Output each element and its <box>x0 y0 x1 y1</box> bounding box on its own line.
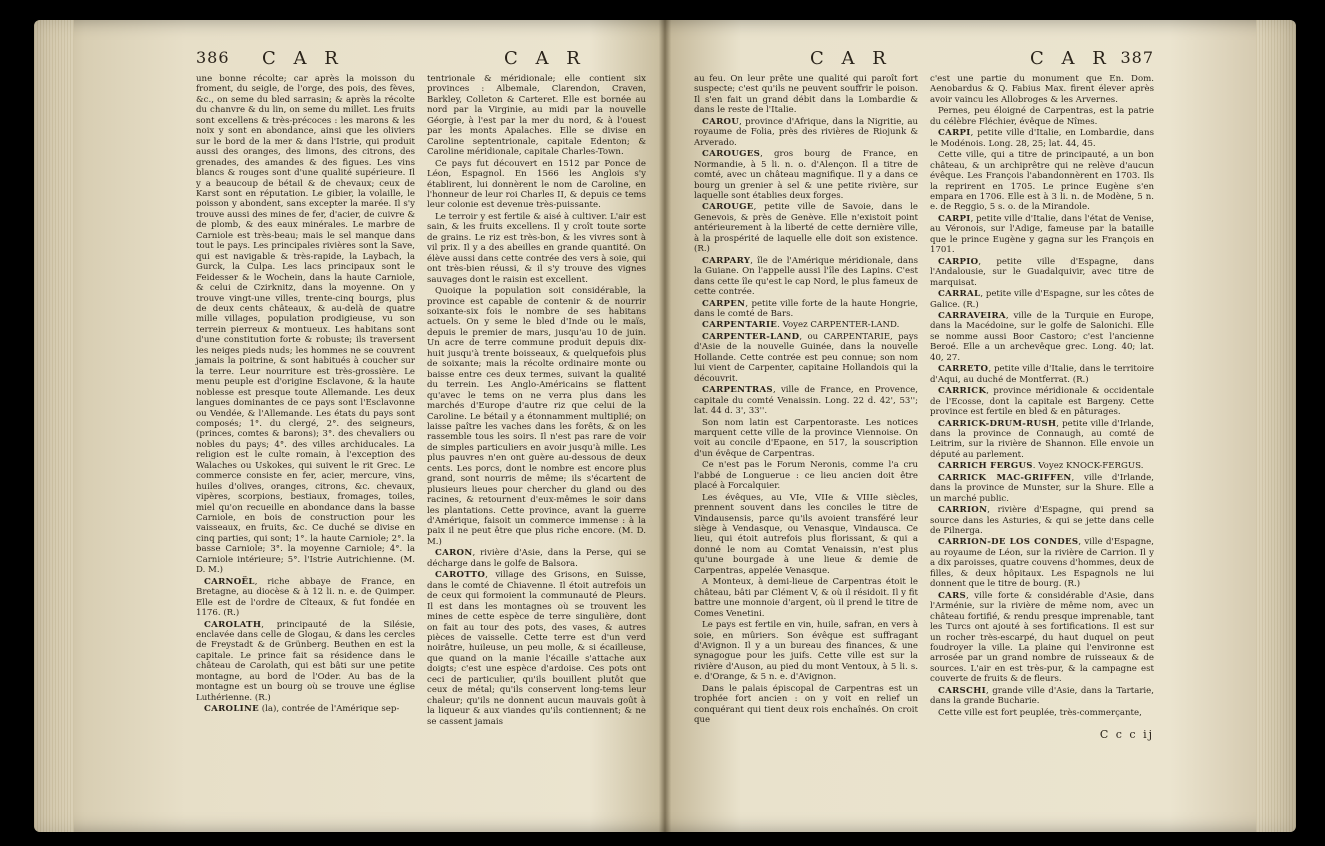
entry-headword: CARNOËL <box>204 576 255 587</box>
paragraph <box>694 418 918 460</box>
running-head-left <box>196 48 646 74</box>
dictionary-entry <box>694 299 918 320</box>
text-columns <box>196 74 646 728</box>
paragraph <box>196 74 415 576</box>
entry-headword: CARRICK MAC-GRIFFEN <box>938 472 1072 483</box>
entry-text: (la), contrée de l'Amérique sep- <box>259 704 400 715</box>
right-page <box>694 48 1154 741</box>
entry-text: Cette ville est fort peuplée, très-commerçante, <box>938 707 1142 718</box>
running-head-word: C A R <box>810 48 892 69</box>
paragraph <box>930 150 1154 213</box>
entry-text: , petite ville d'Italie, dans l'état de Venise, au Véronois, sur l'Adige, fameuse par la bataille que le prince Eugène y gagna sur les François en 1701. <box>930 213 1154 256</box>
page-number: 386 <box>196 48 230 67</box>
entry-headword: CARPENTER-LAND <box>702 331 800 342</box>
dictionary-entry <box>694 385 918 416</box>
entry-text: , ville forte & considérable d'Asie, dans l'Arménie, sur la rivière de même nom, avec un château fortifié, & rendu presque imprenable, tant les Turcs ont ajouté à ses fortifications. Il est sur un rocher très-escarpé, du haut duquel on peut foudroyer la ville. La plaine qui l'environne est arrosée par un grand nombre de ruisseaux & de sources. L'air en est très-pur, & la campagne est couverte de fruits & de fleurs. <box>930 590 1154 685</box>
entry-text: Le terroir y est fertile & aisé à cultiver. L'air est sain, & les fruits excellens. Il y croît toute sorte de grains. Le riz est très-bon, & les vivres sont à vil prix. Il y a des abeilles en grande quantité. On élève aussi dans cette contrée des vers à soie, qui ont très-bien réussi, & il s'y trouve des vignes sauvages dont le raisin est excellent. <box>427 211 646 285</box>
entry-text: , province méridionale & occidentale de l'Ecosse, dont la capitale est Bargeny. Cette province est fertile en bled & en pâturages. <box>930 386 1154 418</box>
entry-headword: CARPIO <box>938 256 979 267</box>
entry-text: tentrionale & méridionale; elle contient six provinces : Albemale, Clarendon, Craven, Barkley, Colleton & Carteret. Elle est bornée au nord par la Virginie, au midi par la nouvelle Géorgie, à l'est par la mer du nord, & à l'ouest par les monts Apalaches. Elle se divise en Caroline septentrionale, capitale Edenton; & Caroline méridionale, capitale Charles-Town. <box>427 74 646 158</box>
entry-text: Le pays est fertile en vin, huile, safran, en vers à soie, en mûriers. Son évêque est suffragant d'Avignon. Il y a un bureau des finances, & une synagogue pour les juifs. Cette ville est sur la rivière d'Auson, au pied du mont Ventoux, à 5 li. s. e. d'Orange, & 5 n. e. d'Avignon. <box>694 620 918 683</box>
entry-text: Ce pays fut découvert en 1512 par Ponce de Léon, Espagnol. En 1566 les Anglois s'y établirent, lui donnèrent le nom de Caroline, en l'honneur de leur roi Charles II, & depuis ce tems leur colonie est devenue très-puissante. <box>427 158 646 211</box>
entry-text: , ville de France, en Provence, capitale du comté Venaissin. Long. 22 d. 42', 53''; lat. 44 d. 3', 33''. <box>694 385 918 417</box>
paragraph <box>694 620 918 683</box>
paragraph <box>930 106 1154 127</box>
entry-text: A Monteux, à demi-lieue de Carpentras étoit le château, bâti par Clément V, & où il résidoit. Il y fit battre une monnoie d'argent, où il prend le titre de Comes Venetini. <box>694 577 918 619</box>
entry-text: , ville d'Espagne, au royaume de Léon, sur la rivière de Carrion. Il y a dix paroisses, quatre couvens d'hommes, deux de filles, & deux hôpitaux. Les Espagnols ne lui donnent que le titre de bourg. (R.) <box>930 537 1154 590</box>
signature-mark: C c c ij <box>1099 727 1154 741</box>
dictionary-entry <box>930 214 1154 256</box>
entry-headword: CARPI <box>938 128 971 139</box>
dictionary-entry <box>196 577 415 619</box>
entry-headword: CARSCHI <box>938 685 986 696</box>
entry-text: Quoique la population soit considérable, la province est capable de contenir & de nourrir soixante-six fois le nombre de ses habitans actuels. On y seme le bled d'Inde ou le maïs, depuis le premier de mars, jusqu'au 10 de juin. Un acre de terre commune produit depuis dix-huit jusqu'à trente boisseaux, & quelquefois plus de soixante; mais la récolte ordinaire monte ou baisse entre ces deux termes, suivant la qualité du terrein. Les Anglo-Américains se flattent qu'avec le tems on ne verra plus dans les marchés d'Europe d'autre riz que celui de la Caroline. Le bétail y a étonnamment multiplié; on laisse paître les vaches dans les forêts, & on les rassemble tous les soirs. Il n'est pas rare de voir de simples particuliers en avoir jusqu'à mille. Les plus pauvres n'en ont guère au-dessous de deux cents. Les porcs, dont le nombre est encore plus grand, sont nourris de même; ils s'écartent de plusieurs lieues pour chercher du gland ou des racines, & retournent d'eux-mêmes le soir dans les plantations. Cette province, avant la guerre d'Amérique, faisoit un commerce immense : à la paix il ne peut être que plus riche encore. (M. D. M.) <box>427 286 646 547</box>
entry-text: , petite ville d'Espagne, dans l'Andalousie, sur le Guadalquivir, avec titre de marquisat. <box>930 256 1154 288</box>
entry-headword: CARRAVEIRA <box>938 310 1006 321</box>
entry-text: Les évêques, au VIe, VIIe & VIIIe siècles, prennent souvent dans les conciles le titre de Vindausensis, parce qu'ils avoient transféré leur siège à Vendasque, ou Venasque, Vindausca. Ce lieu, qui étoit autrefois plus florissant, & qui a donné le nom au Comtat Venaissin, n'est plus qu'une bourgade à une lieue & demie de Carpentras, appelée Venasque. <box>694 492 918 576</box>
running-head-right <box>694 48 1154 74</box>
dictionary-entry <box>930 419 1154 461</box>
entry-text: , petite ville d'Irlande, dans la province de Connaugh, au comté de Leitrim, sur la rivière de Shannon. Elle envoie un député au parlement. <box>930 418 1154 460</box>
entry-text: , gros bourg de France, en Normandie, à 5 li. n. o. d'Alençon. Il a titre de comté, avec un château magnifique. Il y a dans ce bourg un grenier à sel & une petite rivière, sur laquelle sont établies deux forges. <box>694 149 918 201</box>
paragraph <box>930 708 1154 718</box>
page-number: 387 <box>1120 48 1154 67</box>
paragraph <box>694 684 918 726</box>
entry-text: Cette ville, qui a titre de principauté, a un bon château, & un archiprêtre qui ne relève d'aucun évêque. Les François l'abandonnèrent en 1703. Ils la reprirent en 1705. Le prince Eugène s'en empara en 1706. Elle est à 3 li. n. de Modène, 5 n. e. de Reggio, 5 s. o. de la Mirandole. <box>930 150 1154 213</box>
dictionary-entry <box>427 548 646 569</box>
entry-headword: CARPARY <box>702 255 751 266</box>
entry-text: , petite ville d'Italie, dans le territoire d'Aqui, au duché de Montferrat. (R.) <box>930 364 1154 385</box>
entry-text: , rivière d'Asie, dans la Perse, qui se décharge dans le golfe de Balsora. <box>427 548 646 569</box>
dictionary-entry <box>930 257 1154 288</box>
entry-text: , village des Grisons, en Suisse, dans le comté de Chiavenne. Il étoit autrefois un de ceux qui formoient la communauté de Pleurs. Il est dans les montagnes où se trouvent les mines de cette espèce de terre singulière, dont on fait au tour des pots, des vases, & autres pièces de vaisselle. Cette terre est d'un verd noirâtre, huileuse, un peu molle, & si écailleuse, que quand on la manie l'écaille s'attache aux doigts; c'est une espèce d'ardoise. Ces pots ont ceci de particulier, qu'ils bouillent plutôt que ceux de métal; qu'ils conservent long-tems leur chaleur; qu'ils ne donnent aucun mauvais goût à la liqueur & aux viandes qu'ils contiennent; & ne se cassent jamais <box>427 570 646 727</box>
entry-text: , riche abbaye de France, en Bretagne, au diocèse & à 12 li. n. e. de Quimper. Elle est de l'ordre de Cîteaux, & fut fondée en 1176. (R.) <box>196 576 415 619</box>
entry-text: c'est une partie du monument que En. Dom. Aenobardus & Q. Fabius Max. firent élever après avoir vaincu les Allobroges & les Arvernes. <box>930 74 1154 105</box>
paragraph <box>694 460 918 491</box>
column <box>694 74 918 727</box>
paragraph <box>427 212 646 285</box>
dictionary-entry <box>930 128 1154 149</box>
dictionary-entry <box>694 256 918 298</box>
dictionary-entry <box>694 149 918 201</box>
entry-headword: CARRION-DE LOS CONDES <box>938 537 1079 548</box>
running-head-word: C A R <box>1030 48 1112 69</box>
entry-text: , petite ville d'Espagne, sur les côtes de Galice. (R.) <box>930 289 1154 310</box>
dictionary-entry <box>694 117 918 148</box>
paragraph <box>930 74 1154 105</box>
entry-text: au feu. On leur prête une qualité qui paroît fort suspecte; c'est qu'ils ne peuvent souffrir le poison. Il s'en fait un grand débit dans la Lombardie & dans le reste de l'Italie. <box>694 74 918 116</box>
dictionary-entry <box>196 704 415 714</box>
entry-text: , rivière d'Espagne, qui prend sa source dans les Asturies, & qui se jette dans celle de Pilnerga. <box>930 505 1154 537</box>
entry-text: , province d'Afrique, dans la Nigritie, au royaume de Folia, près des rivières de Riojunk & Arverado. <box>694 116 918 148</box>
dictionary-entry <box>694 320 918 330</box>
entry-headword: CARRION <box>938 505 988 516</box>
dictionary-entry <box>930 473 1154 504</box>
dictionary-entry <box>930 537 1154 589</box>
column <box>427 74 646 728</box>
entry-headword: CARRETO <box>938 364 989 375</box>
paragraph <box>694 577 918 619</box>
paragraph <box>694 74 918 116</box>
paragraph <box>427 159 646 211</box>
dictionary-entry <box>930 591 1154 685</box>
entry-headword: CARPI <box>938 213 971 224</box>
dictionary-entry <box>930 461 1154 471</box>
dictionary-entry <box>930 311 1154 363</box>
dictionary-entry <box>427 570 646 727</box>
entry-text: . Voyez KNOCK-FERGUS. <box>1032 461 1144 472</box>
dictionary-entry <box>694 332 918 384</box>
dictionary-entry <box>930 289 1154 310</box>
entry-headword: CARPENTARIE <box>702 320 778 331</box>
entry-text: Son nom latin est Carpentoraste. Les notices marquent cette ville de la province Viennoise. On voit au concile d'Epaone, en 517, la souscription d'un évêque de Carpentras. <box>694 417 918 459</box>
entry-text: , petite ville forte de la haute Hongrie, dans le comté de Bars. <box>694 298 918 319</box>
dictionary-entry <box>930 364 1154 385</box>
dictionary-entry <box>930 505 1154 536</box>
left-page <box>196 48 646 728</box>
entry-text: Pernes, peu éloigné de Carpentras, est la patrie du célèbre Fléchier, évêque de Nîmes. <box>930 106 1154 127</box>
column <box>196 74 415 728</box>
entry-headword: CAROTTO <box>435 570 486 581</box>
paragraph <box>427 74 646 158</box>
running-head-word: C A R <box>262 48 344 69</box>
entry-text: . Voyez CARPENTER-LAND. <box>777 320 900 331</box>
dictionary-entry <box>694 202 918 254</box>
entry-headword: CAROLINE <box>204 704 260 715</box>
entry-headword: CARPENTRAS <box>702 385 773 396</box>
entry-text: , ville de la Turquie en Europe, dans la Macédoine, sur le golfe de Salonichi. Elle se nomme aussi Boor Castoro; c'est l'ancienne Beroé. Elle a un archevêque grec. Long. 40; lat. 40, 27. <box>930 310 1154 363</box>
column <box>930 74 1154 727</box>
entry-headword: CARRAL <box>938 289 981 300</box>
entry-text: , ville d'Irlande, dans la province de Munster, sur la Shure. Elle a un marché public. <box>930 472 1154 504</box>
paragraph <box>427 286 646 547</box>
entry-headword: CARON <box>435 548 473 559</box>
entry-text: , ou CARPENTARIE, pays d'Asie de la nouvelle Guinée, dans la nouvelle Hollande. Cette contrée est peu connue; son nom lui vient de Carpenter, capitaine Hollandois qui la découvrit. <box>694 331 918 384</box>
entry-text: , île de l'Amérique méridionale, dans la Guiane. On l'appelle aussi l'île des Lapins. C'est dans cette île qu'est le cap Nord, le plus fameux de cette contrée. <box>694 255 918 298</box>
entry-headword: CARPEN <box>702 298 746 309</box>
entry-text: , petite ville d'Italie, en Lombardie, dans le Modénois. Long. 28, 25; lat. 44, 45. <box>930 128 1154 149</box>
entry-headword: CARRICK-DRUM-RUSH <box>938 418 1057 429</box>
entry-text: Ce n'est pas le Forum Neronis, comme l'a cru l'abbé de Longuerue : ce lieu ancien doit être placé à Forcalquier. <box>694 460 918 492</box>
dictionary-entry <box>930 386 1154 417</box>
entry-text: une bonne récolte; car après la moisson du froment, du seigle, de l'orge, des pois, des fèves, &c., on seme du bled sarrasin; & après la récolte du chanvre & du lin, on seme du millet. Les fruits sont excellens & très-précoces : les marons & les noix y sont en abondance, ainsi que les oliviers sur le bord de la mer & dans l'Istrie, qui produit aussi des oranges, des limons, des citrons, des grenades, des amandes & des figues. Les vins blancs & rouges sont d'une qualité supérieure. Il y a beaucoup de bétail & de chevaux; ceux de Karst sont en réputation. Le gibier, la volaille, le poisson y abondent, sans excepter la marée. Il s'y trouve aussi des mines de fer, d'acier, de cuivre & de plomb, & des eaux minérales. Le marbre de Carniole est très-beau; mais le sel manque dans tout le pays. Les principales rivières sont la Save, qui est navigable & très-rapide, la Laybach, la Gurck, la Culpa. Les lacs principaux sont le Feidesser & le Wochein, dans la haute Carniole, & celui de Czirknitz, dans la moyenne. On y trouve vingt-une villes, trente-cinq bourgs, plus de deux cents châteaux, & au-delà de quatre mille villages, population prodigieuse, vu son terrein pierreux & montueux. Les habitans sont d'une constitution forte & robuste; ils traversent les neiges pieds nuds; les hommes ne se couvrent jamais la poitrine, & sont habitués à coucher sur la terre. Leur nourriture est très-grossière. Le menu peuple est d'origine Esclavone, & la haute noblesse est presque toute Allemande. Les deux langues dominantes de ce pays sont l'Esclavonne ou Vendée, & l'Allemande. Les états du pays sont composés; 1°. du clergé, 2°. des seigneurs, (princes, comtes & barons); 3°. des chevaliers ou nobles du pays; 4°. des villes archiducales. La religion est le culte romain, à l'exception des Walaches ou Uskokes, qui suivent le rit Grec. Le commerce consiste en fer, acier, mercure, vins, huiles d'olives, oranges, citrons, &c. chevaux, vipères, scorpions, bestiaux, fromages, toiles, miel qu'on recueille en abondance dans la basse Carniole, en bois de construction pour les vaisseaux, en fruits, &c. Ce duché se divise en cinq parties, qui sont; 1°. la haute Carniole; 2°. la basse Carniole; 3°. la moyenne Carniole; 4°. la Carniole intérieure; 5°. l'Istrie Autrichienne. (M. D. M.) <box>196 74 415 576</box>
page-edges-left <box>34 20 74 832</box>
entry-headword: CAROLATH <box>204 619 262 630</box>
paragraph <box>694 493 918 577</box>
dictionary-entry <box>196 620 415 704</box>
entry-headword: CARRICK <box>938 386 987 397</box>
entry-headword: CARS <box>938 590 967 601</box>
entry-text: Dans le palais épiscopal de Carpentras est un trophée fort ancien : on y voit en relief un conquérant qui tient deux rois enchaînés. On croit que <box>694 683 918 726</box>
entry-text: , principauté de la Silésie, enclavée dans celle de Glogau, & dans les cercles de Freystadt & de Grünberg. Beuthen en est la capitale. Le prince fait sa résidence dans le château de Carolath, qui est bâti sur une petite montagne, au bord de l'Oder. Au bas de la montagne est un bourg où se trouve une église Luthérienne. (R.) <box>196 619 415 703</box>
entry-text: , grande ville d'Asie, dans la Tartarie, dans la grande Bucharie. <box>930 685 1154 707</box>
dictionary-entry <box>930 686 1154 707</box>
entry-headword: CAROUGE <box>702 202 754 213</box>
entry-text: , petite ville de Savoie, dans le Genevois, & près de Genève. Elle n'existoit point antérieurement à la liberté de cette dernière ville, à la prospérité de laquelle elle doit son existence. (R.) <box>694 202 918 255</box>
running-head-word: C A R <box>504 48 586 69</box>
entry-headword: CAROUGES <box>702 149 761 160</box>
entry-headword: CAROU <box>702 116 740 127</box>
text-columns <box>694 74 1154 727</box>
page-edges-right <box>1256 20 1296 832</box>
entry-headword: CARRICH FERGUS <box>938 461 1033 472</box>
